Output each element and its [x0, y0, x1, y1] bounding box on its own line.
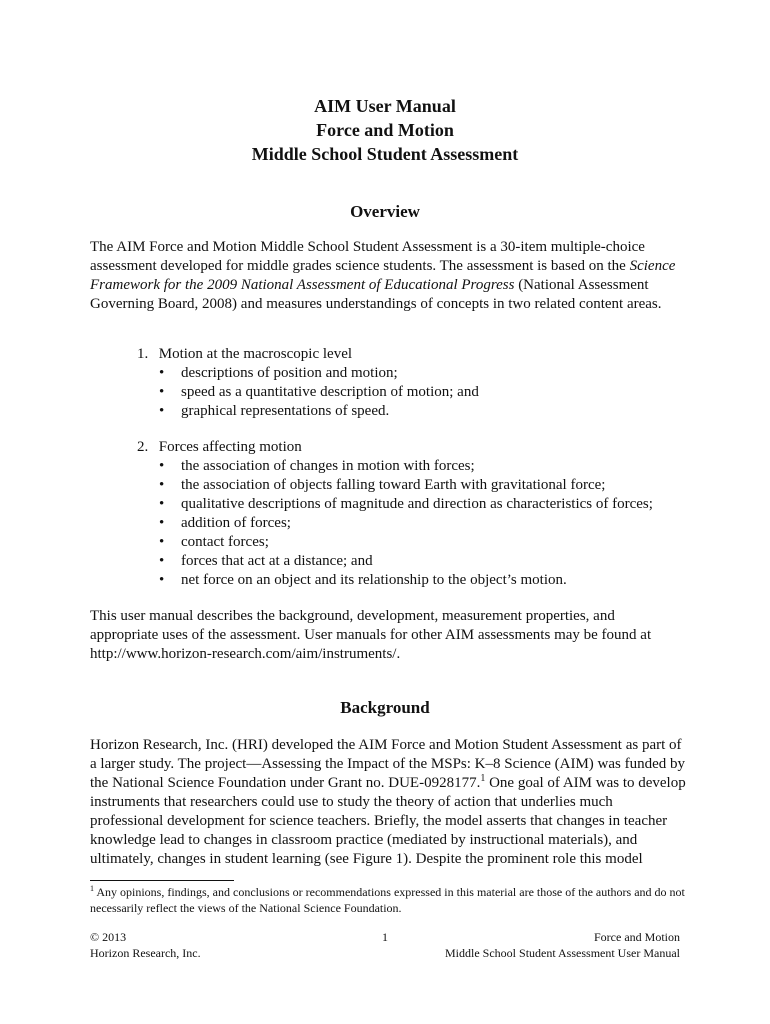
- bullet-icon: •: [159, 477, 165, 493]
- background-text-b: One goal of AIM was to develop instruments that researchers could use to study the theory of action that underlies much professional development for science teachers. Briefly, the model asserts that changes in teacher knowledge lead to changes in classroom practice (mediated by instructional materials), and ultimately, changes in student learning (see Figure 1). Despite the prominent role this model: [90, 775, 686, 867]
- footnote-reference: 1: [480, 773, 486, 784]
- list-item: [137, 383, 697, 402]
- list-item: [137, 514, 697, 533]
- title-line-1: AIM User Manual: [314, 96, 456, 116]
- title-line-2: Force and Motion: [316, 120, 454, 140]
- list-item-text: the association of objects falling toward Earth with gravitational force;: [181, 477, 606, 493]
- overview-heading: Overview: [350, 202, 420, 221]
- overview-text-a: The AIM Force and Motion Middle School Student Assessment is a 30-item multiple-choice assessment developed for middle grades science students. The assessment is based on the: [90, 239, 645, 274]
- list-item: [137, 476, 697, 495]
- footnote-divider: [90, 880, 234, 881]
- list-number: 1.: [137, 346, 149, 362]
- list-item: [137, 364, 697, 383]
- footer-title-line-2: Middle School Student Assessment User Manual: [445, 946, 680, 960]
- content-area-list-1: [137, 345, 697, 421]
- list-item-text: net force on an object and its relationship to the object’s motion.: [181, 572, 567, 588]
- background-paragraph: [90, 736, 686, 869]
- footnote-marker: 1: [90, 884, 94, 893]
- footnote: [90, 884, 690, 916]
- list-item-text: graphical representations of speed.: [181, 403, 390, 419]
- list-heading: [137, 438, 697, 457]
- list-item-text: forces that act at a distance; and: [181, 553, 373, 569]
- list-number: 2.: [137, 439, 149, 455]
- bullet-icon: •: [159, 515, 165, 531]
- bullet-list: [137, 364, 697, 421]
- bullet-icon: •: [159, 403, 165, 419]
- overview-text-b: (National Assessment Governing Board, 2008) and measures understandings of concepts in two related content areas.: [90, 277, 662, 312]
- copyright-year: © 2013: [90, 930, 127, 944]
- list-item-text: the association of changes in motion with forces;: [181, 458, 475, 474]
- document-title: [0, 94, 770, 166]
- list-item: [137, 402, 697, 421]
- footnote-text: Any opinions, findings, and conclusions or recommendations expressed in this material are those of the authors and do not necessarily reflect the views of the National Science Foundation.: [90, 885, 685, 915]
- list-item-text: qualitative descriptions of magnitude and direction as characteristics of forces;: [181, 496, 653, 512]
- page-number: 1: [382, 930, 388, 944]
- list-heading-text: Motion at the macroscopic level: [158, 346, 353, 362]
- background-text-a: Horizon Research, Inc. (HRI) developed the AIM Force and Motion Student Assessment as part of a larger study. The project—Assessing the Impact of the MSPs: K–8 Science (AIM) was funded by the National Science Foundation under Grant no. DUE-0928177.: [90, 737, 686, 791]
- list-heading: [137, 345, 697, 364]
- manual-description-paragraph: This user manual describes the background, development, measurement properties, and appropriate uses of the assessment. User manuals for other AIM assessments may be found at http://www.horizon-research.com/aim/instruments/.: [90, 608, 652, 662]
- content-area-list-2: [137, 438, 697, 590]
- bullet-icon: •: [159, 572, 165, 588]
- footer-title-line-1: Force and Motion: [594, 930, 680, 944]
- list-item: [137, 571, 697, 590]
- bullet-icon: •: [159, 384, 165, 400]
- list-item-text: speed as a quantitative description of motion; and: [181, 384, 479, 400]
- organization-name: Horizon Research, Inc.: [90, 946, 201, 960]
- bullet-icon: •: [159, 496, 165, 512]
- bullet-icon: •: [159, 365, 165, 381]
- list-item: [137, 552, 697, 571]
- footer-copyright: [90, 929, 201, 961]
- background-heading: Background: [340, 698, 430, 717]
- framework-title: Science Framework for the 2009 National Assessment of Educational Progress: [90, 258, 676, 293]
- bullet-icon: •: [159, 458, 165, 474]
- list-heading-text: Forces affecting motion: [158, 439, 302, 455]
- title-line-3: Middle School Student Assessment: [251, 144, 519, 164]
- list-item: [137, 495, 697, 514]
- bullet-icon: •: [159, 553, 165, 569]
- list-item: [137, 533, 697, 552]
- list-item-text: addition of forces;: [181, 515, 291, 531]
- list-item-text: contact forces;: [181, 534, 269, 550]
- overview-paragraph: [90, 238, 686, 314]
- list-item-text: descriptions of position and motion;: [181, 365, 398, 381]
- list-item: [137, 457, 697, 476]
- bullet-icon: •: [159, 534, 165, 550]
- bullet-list: [137, 457, 697, 590]
- footer-document-title: [445, 929, 680, 961]
